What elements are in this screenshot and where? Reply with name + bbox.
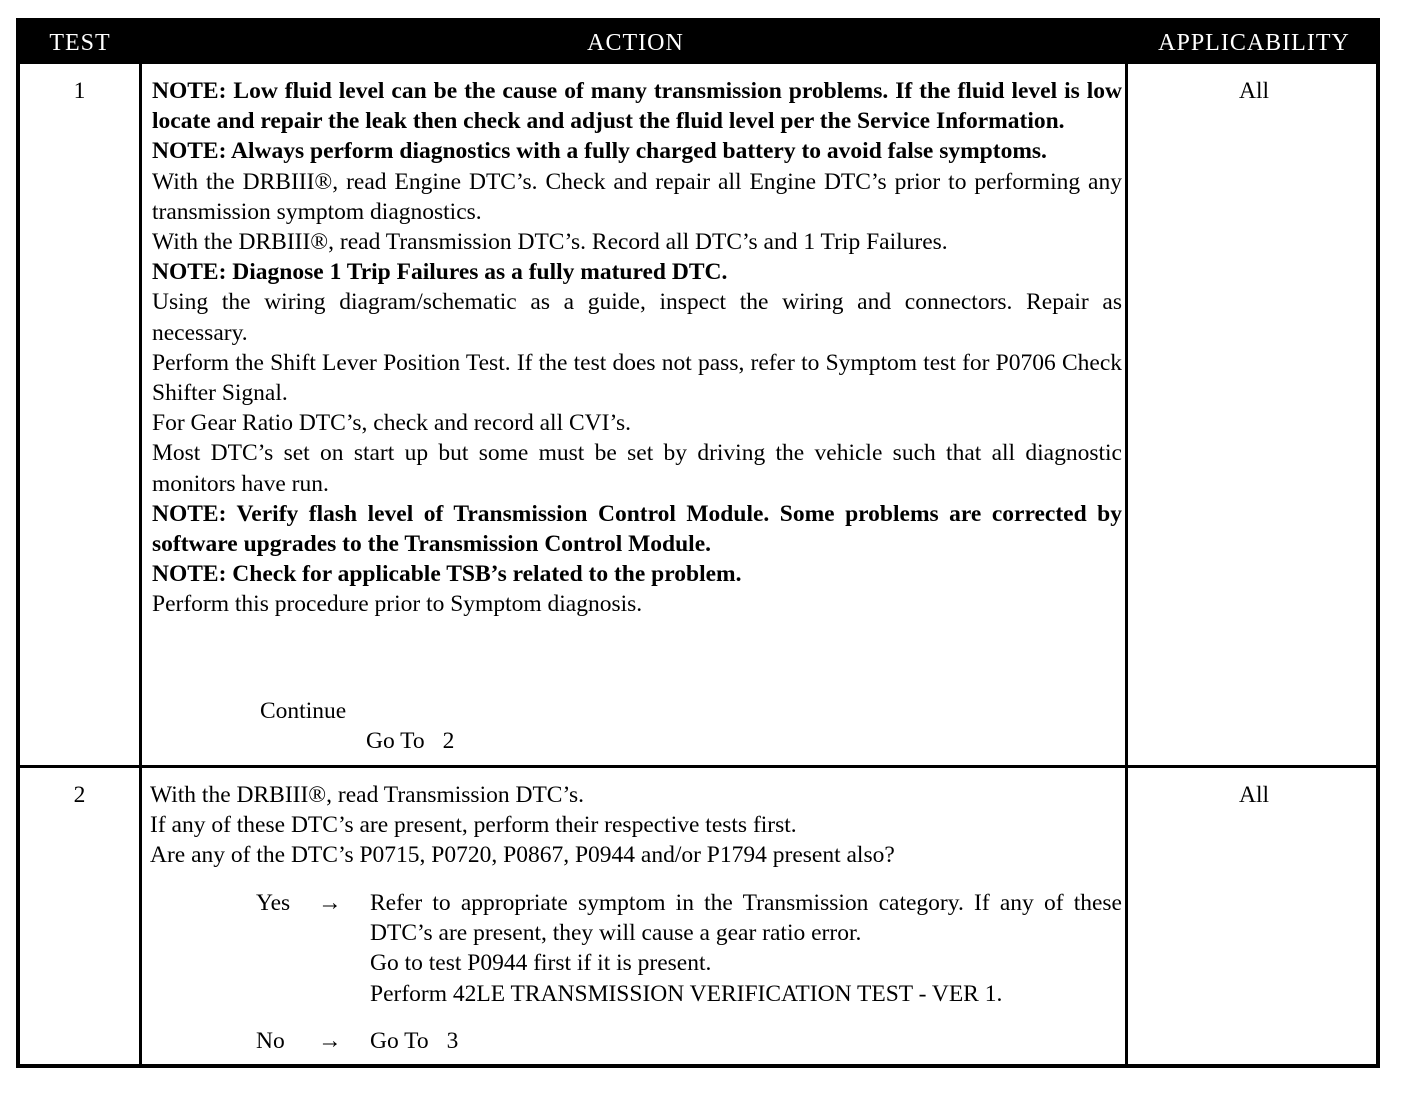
row-divider: [20, 765, 1376, 768]
table-header: [20, 22, 1376, 64]
column-divider-left: [139, 64, 142, 1068]
note-paragraph: NOTE: Low fluid level can be the cause of many transmission problems. If the fluid level is low locate and repair the leak then check and adjust the fluid level per the Service Information.: [152, 78, 1122, 135]
row2-no-goto-label: Go To: [370, 1028, 429, 1054]
yes-branch-paragraph: Refer to appropriate symptom in the Transmission category. If any of these DTC’s are present, they will cause a gear ratio error.: [370, 890, 1122, 947]
row2-yes-arrow-icon: →: [318, 890, 342, 916]
row1-test-number: 1: [73, 78, 86, 104]
row1-action-text: [152, 76, 1122, 620]
note-paragraph: NOTE: Diagnose 1 Trip Failures as a fully matured DTC.: [152, 259, 728, 286]
instruction-paragraph: Perform this procedure prior to Symptom diagnosis.: [152, 591, 643, 618]
header-action: ACTION: [587, 30, 684, 56]
row1-goto[interactable]: [366, 726, 454, 756]
row1-goto-target: 2: [442, 728, 455, 754]
row2-no-label: No: [256, 1028, 285, 1054]
column-divider-right: [1125, 64, 1128, 1068]
diagnostic-table: [16, 18, 1380, 1068]
instruction-paragraph: If any of these DTC’s are present, perform their respective tests first.: [150, 812, 797, 839]
header-test: TEST: [49, 30, 111, 56]
row2-yes-text: [370, 888, 1122, 1009]
row1-continue-label: Continue: [260, 698, 347, 724]
note-paragraph: NOTE: Check for applicable TSB’s related to the problem.: [152, 561, 742, 588]
instruction-paragraph: With the DRBIII®, read Transmission DTC’s. Record all DTC’s and 1 Trip Failures.: [152, 229, 948, 256]
instruction-paragraph: With the DRBIII®, read Engine DTC’s. Check and repair all Engine DTC’s prior to performing any transmission symptom diagnostics.: [152, 168, 1122, 225]
row2-applicability: All: [1238, 782, 1270, 808]
instruction-paragraph: Are any of the DTC’s P0715, P0720, P0867, P0944 and/or P1794 present also?: [150, 842, 895, 869]
note-paragraph: NOTE: Verify flash level of Transmission Control Module. Some problems are corrected by software upgrades to the Transmission Control Module.: [152, 500, 1122, 558]
row1-goto-label: Go To: [366, 728, 425, 754]
row2-no-goto-target: 3: [446, 1028, 459, 1054]
row2-test-number: 2: [73, 782, 86, 808]
instruction-paragraph: Most DTC’s set on start up but some must be set by driving the vehicle such that all diagnostic monitors have run.: [152, 440, 1122, 497]
row2-action-text: [150, 780, 1122, 871]
row2-yes-label: Yes: [256, 890, 291, 916]
instruction-paragraph: For Gear Ratio DTC’s, check and record all CVI’s.: [152, 410, 632, 437]
note-paragraph: NOTE: Always perform diagnostics with a fully charged battery to avoid false symptoms.: [152, 138, 1047, 165]
row1-applicability: All: [1238, 78, 1270, 104]
header-applicability: APPLICABILITY: [1158, 30, 1350, 56]
row2-no-arrow-icon: →: [318, 1028, 342, 1054]
instruction-paragraph: Perform the Shift Lever Position Test. If the test does not pass, refer to Symptom test for P0706 Check Shifter Signal.: [152, 349, 1122, 407]
instruction-paragraph: Using the wiring diagram/schematic as a guide, inspect the wiring and connectors. Repair as necessary.: [152, 289, 1122, 346]
row2-no-goto[interactable]: [370, 1026, 458, 1056]
yes-branch-paragraph: Perform 42LE TRANSMISSION VERIFICATION TEST - VER 1.: [370, 980, 1003, 1007]
yes-branch-paragraph: Go to test P0944 first if it is present.: [370, 950, 712, 977]
instruction-paragraph: With the DRBIII®, read Transmission DTC’s.: [150, 782, 585, 808]
